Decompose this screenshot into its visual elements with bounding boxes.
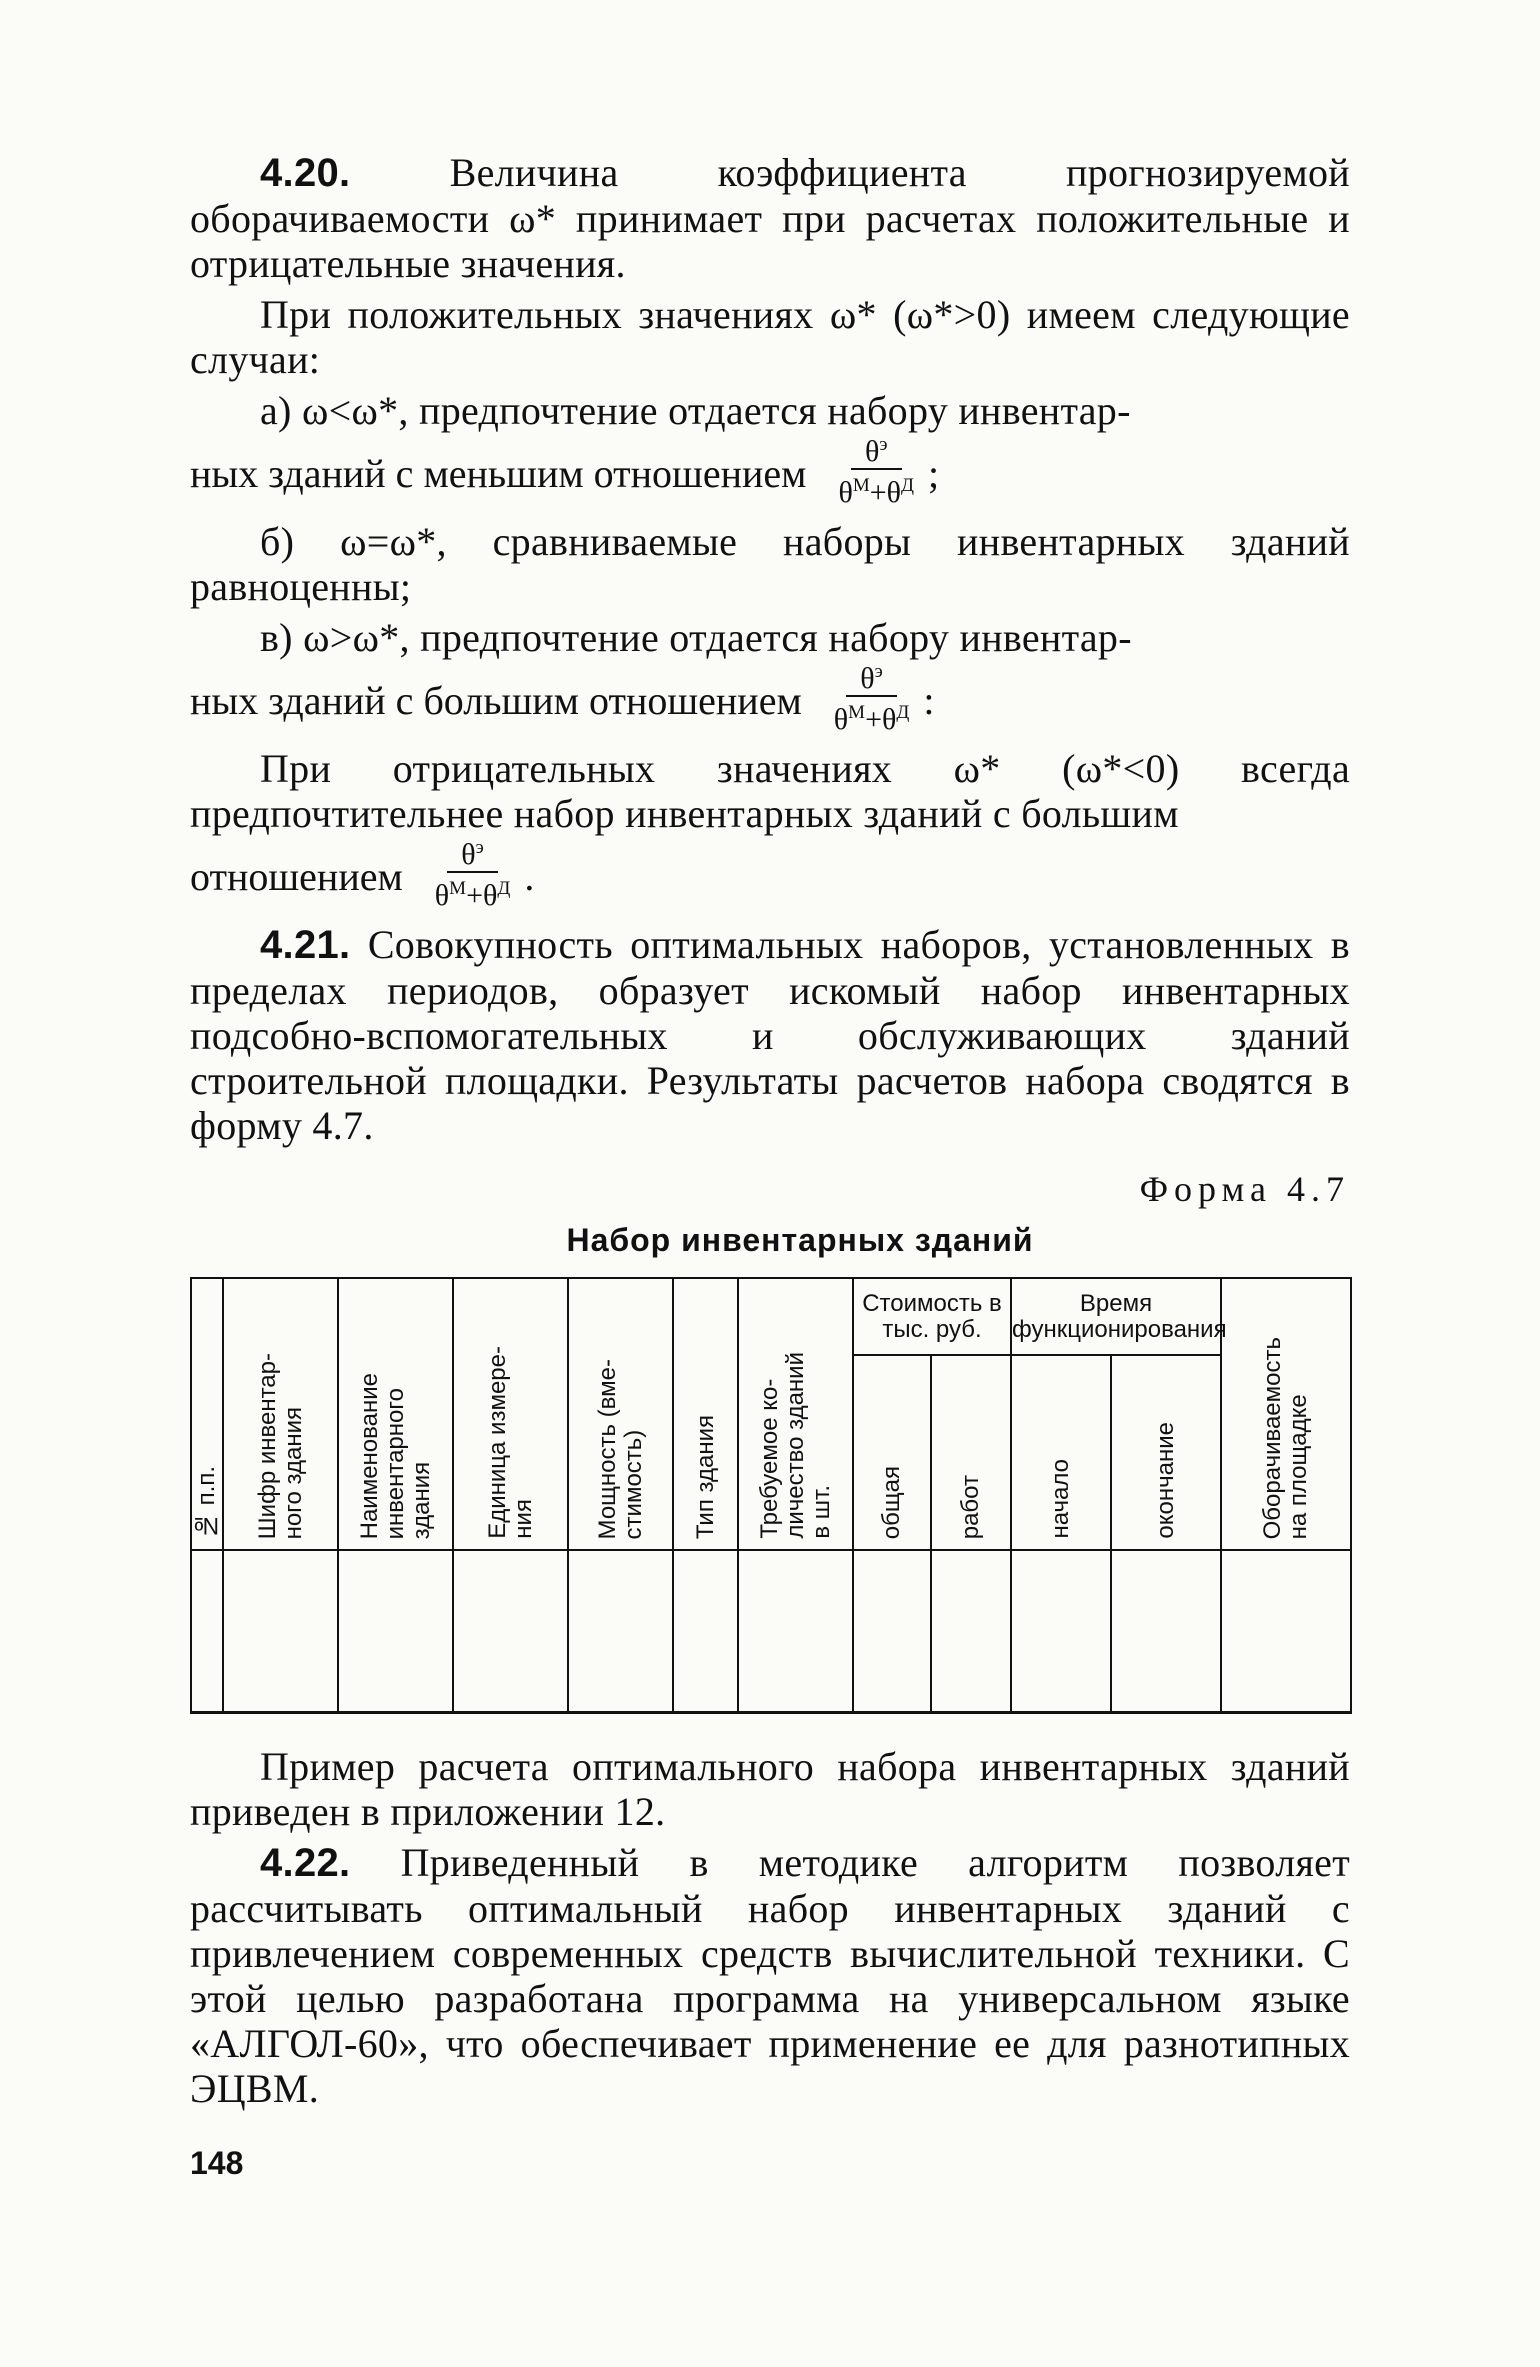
column-subheader: общая	[853, 1355, 931, 1550]
negative-formula-text: отношением	[190, 853, 403, 899]
table-cell	[1221, 1550, 1351, 1713]
paragraph-4-20	[190, 150, 1350, 286]
table-cell	[673, 1550, 738, 1713]
column-header: Оборачиваемость на площадке	[1221, 1278, 1351, 1550]
column-header: Тип здания	[673, 1278, 738, 1550]
case-a-line: а) ω<ω*, предпочтение отдается набору инвентар-	[260, 388, 1131, 433]
group-header-time: Время функционирования	[1011, 1278, 1221, 1355]
table-cell	[738, 1550, 853, 1713]
table-cell	[931, 1550, 1011, 1713]
case-c-line: в) ω>ω*, предпочтение отдается набору инвентар-	[260, 615, 1132, 660]
table-cell	[453, 1550, 568, 1713]
table-row	[191, 1550, 1351, 1713]
fraction-denominator-a-sup: М	[852, 475, 870, 496]
fraction-denominator-a-sup: М	[848, 702, 866, 723]
form-label: Форма 4.7	[1139, 1169, 1350, 1209]
section-number: 4.22.	[260, 1841, 351, 1885]
fraction-denominator-a: θ	[434, 879, 450, 912]
column-header: Требуемое ко- личество зданий в шт.	[738, 1278, 853, 1550]
case-a-formula-line	[190, 433, 1350, 513]
table-cell	[1111, 1550, 1221, 1713]
page-number: 148	[190, 2145, 244, 2181]
paragraph-4-21	[190, 922, 1350, 1148]
table-cell	[191, 1550, 223, 1713]
formula-punct: .	[524, 853, 535, 899]
column-header: Наименование инвентарного здания	[338, 1278, 453, 1550]
paragraph-text: Величина коэффициента прогнозируемой оборачиваемости ω* принимает при расчетах положительные и отрицательные значения.	[190, 150, 1350, 286]
fraction-denominator-b-sup: Д	[896, 702, 910, 723]
section-number: 4.21.	[260, 923, 351, 967]
fraction-numerator: θ	[860, 662, 875, 695]
column-subheader: работ	[931, 1355, 1011, 1550]
column-header: № п.п.	[191, 1278, 223, 1550]
table-cell	[338, 1550, 453, 1713]
table-title: Набор инвентарных зданий	[566, 1222, 1034, 1258]
paragraph-text: Совокупность оптимальных наборов, установленных в пределах периодов, образует искомый набор инвентарных подсобно-вспомогательных и обслуживающих зданий строительной площадки. Результаты расчетов набора сводятся в форму 4.7.	[190, 922, 1350, 1148]
paragraph-4-22	[190, 1840, 1350, 2111]
table-cell	[1011, 1550, 1111, 1713]
table-cell	[853, 1550, 931, 1713]
fraction-formula	[421, 832, 525, 912]
table-cell	[568, 1550, 673, 1713]
fraction-denominator-b-sup: Д	[497, 878, 511, 899]
fraction-numerator-sup: э	[879, 434, 888, 455]
column-header: Мощность (вме- стимость)	[568, 1278, 673, 1550]
formula-punct: ;	[928, 450, 940, 496]
column-header: Единица измере- ния	[453, 1278, 568, 1550]
group-header-cost: Стоимость в тыс. руб.	[853, 1278, 1011, 1355]
column-subheader: начало	[1011, 1355, 1111, 1550]
section-number: 4.20.	[260, 151, 351, 195]
paragraph-example: Пример расчета оптимального набора инвентарных зданий приведен в приложении 12.	[190, 1744, 1350, 1834]
column-header: Шифр инвентар- ного здания	[223, 1278, 338, 1550]
case-b-line: б) ω=ω*, сравниваемые наборы инвентарных зданий равноценны;	[190, 519, 1350, 609]
paragraph-negative-values: При отрицательных значениях ω* (ω*<0) всегда предпочтительнее набор инвентарных зданий с большим	[190, 746, 1350, 836]
fraction-denominator-a: θ	[833, 703, 849, 736]
page-body	[190, 150, 1350, 2111]
fraction-denominator-plus: +θ	[466, 879, 498, 912]
fraction-denominator-a: θ	[838, 476, 853, 509]
fraction-formula	[820, 656, 924, 736]
fraction-denominator-a-sup: М	[449, 878, 467, 899]
fraction-numerator: θ	[461, 838, 476, 871]
case-c-text: ных зданий с большим отношением	[190, 677, 802, 723]
fraction-numerator: θ	[864, 435, 880, 468]
form-table	[190, 1277, 1352, 1714]
fraction-denominator-plus: +θ	[865, 703, 897, 736]
formula-punct: :	[923, 677, 935, 723]
column-subheader: окончание	[1111, 1355, 1221, 1550]
fraction-formula	[824, 429, 928, 509]
fraction-numerator-sup: э	[475, 837, 484, 858]
paragraph-positive-values: При положительных значениях ω* (ω*>0) имеем следующие случаи:	[190, 292, 1350, 382]
case-a-text: ных зданий с меньшим отношением	[190, 450, 807, 496]
fraction-denominator-b-sup: Д	[901, 475, 915, 496]
negative-formula-line	[190, 836, 1350, 916]
fraction-denominator-plus: +θ	[869, 476, 902, 509]
case-c-formula-line	[190, 660, 1350, 740]
fraction-numerator-sup: э	[874, 661, 883, 682]
table-header-row	[191, 1278, 1351, 1355]
paragraph-text: Приведенный в методике алгоритм позволяет рассчитывать оптимальный набор инвентарных зданий с привлечением современных средств вычислительной техники. С этой целью разработана программа на универсальном языке «АЛГОЛ-60», что обеспечивает применение ее для разнотипных ЭЦВМ.	[190, 1840, 1350, 2111]
table-cell	[223, 1550, 338, 1713]
